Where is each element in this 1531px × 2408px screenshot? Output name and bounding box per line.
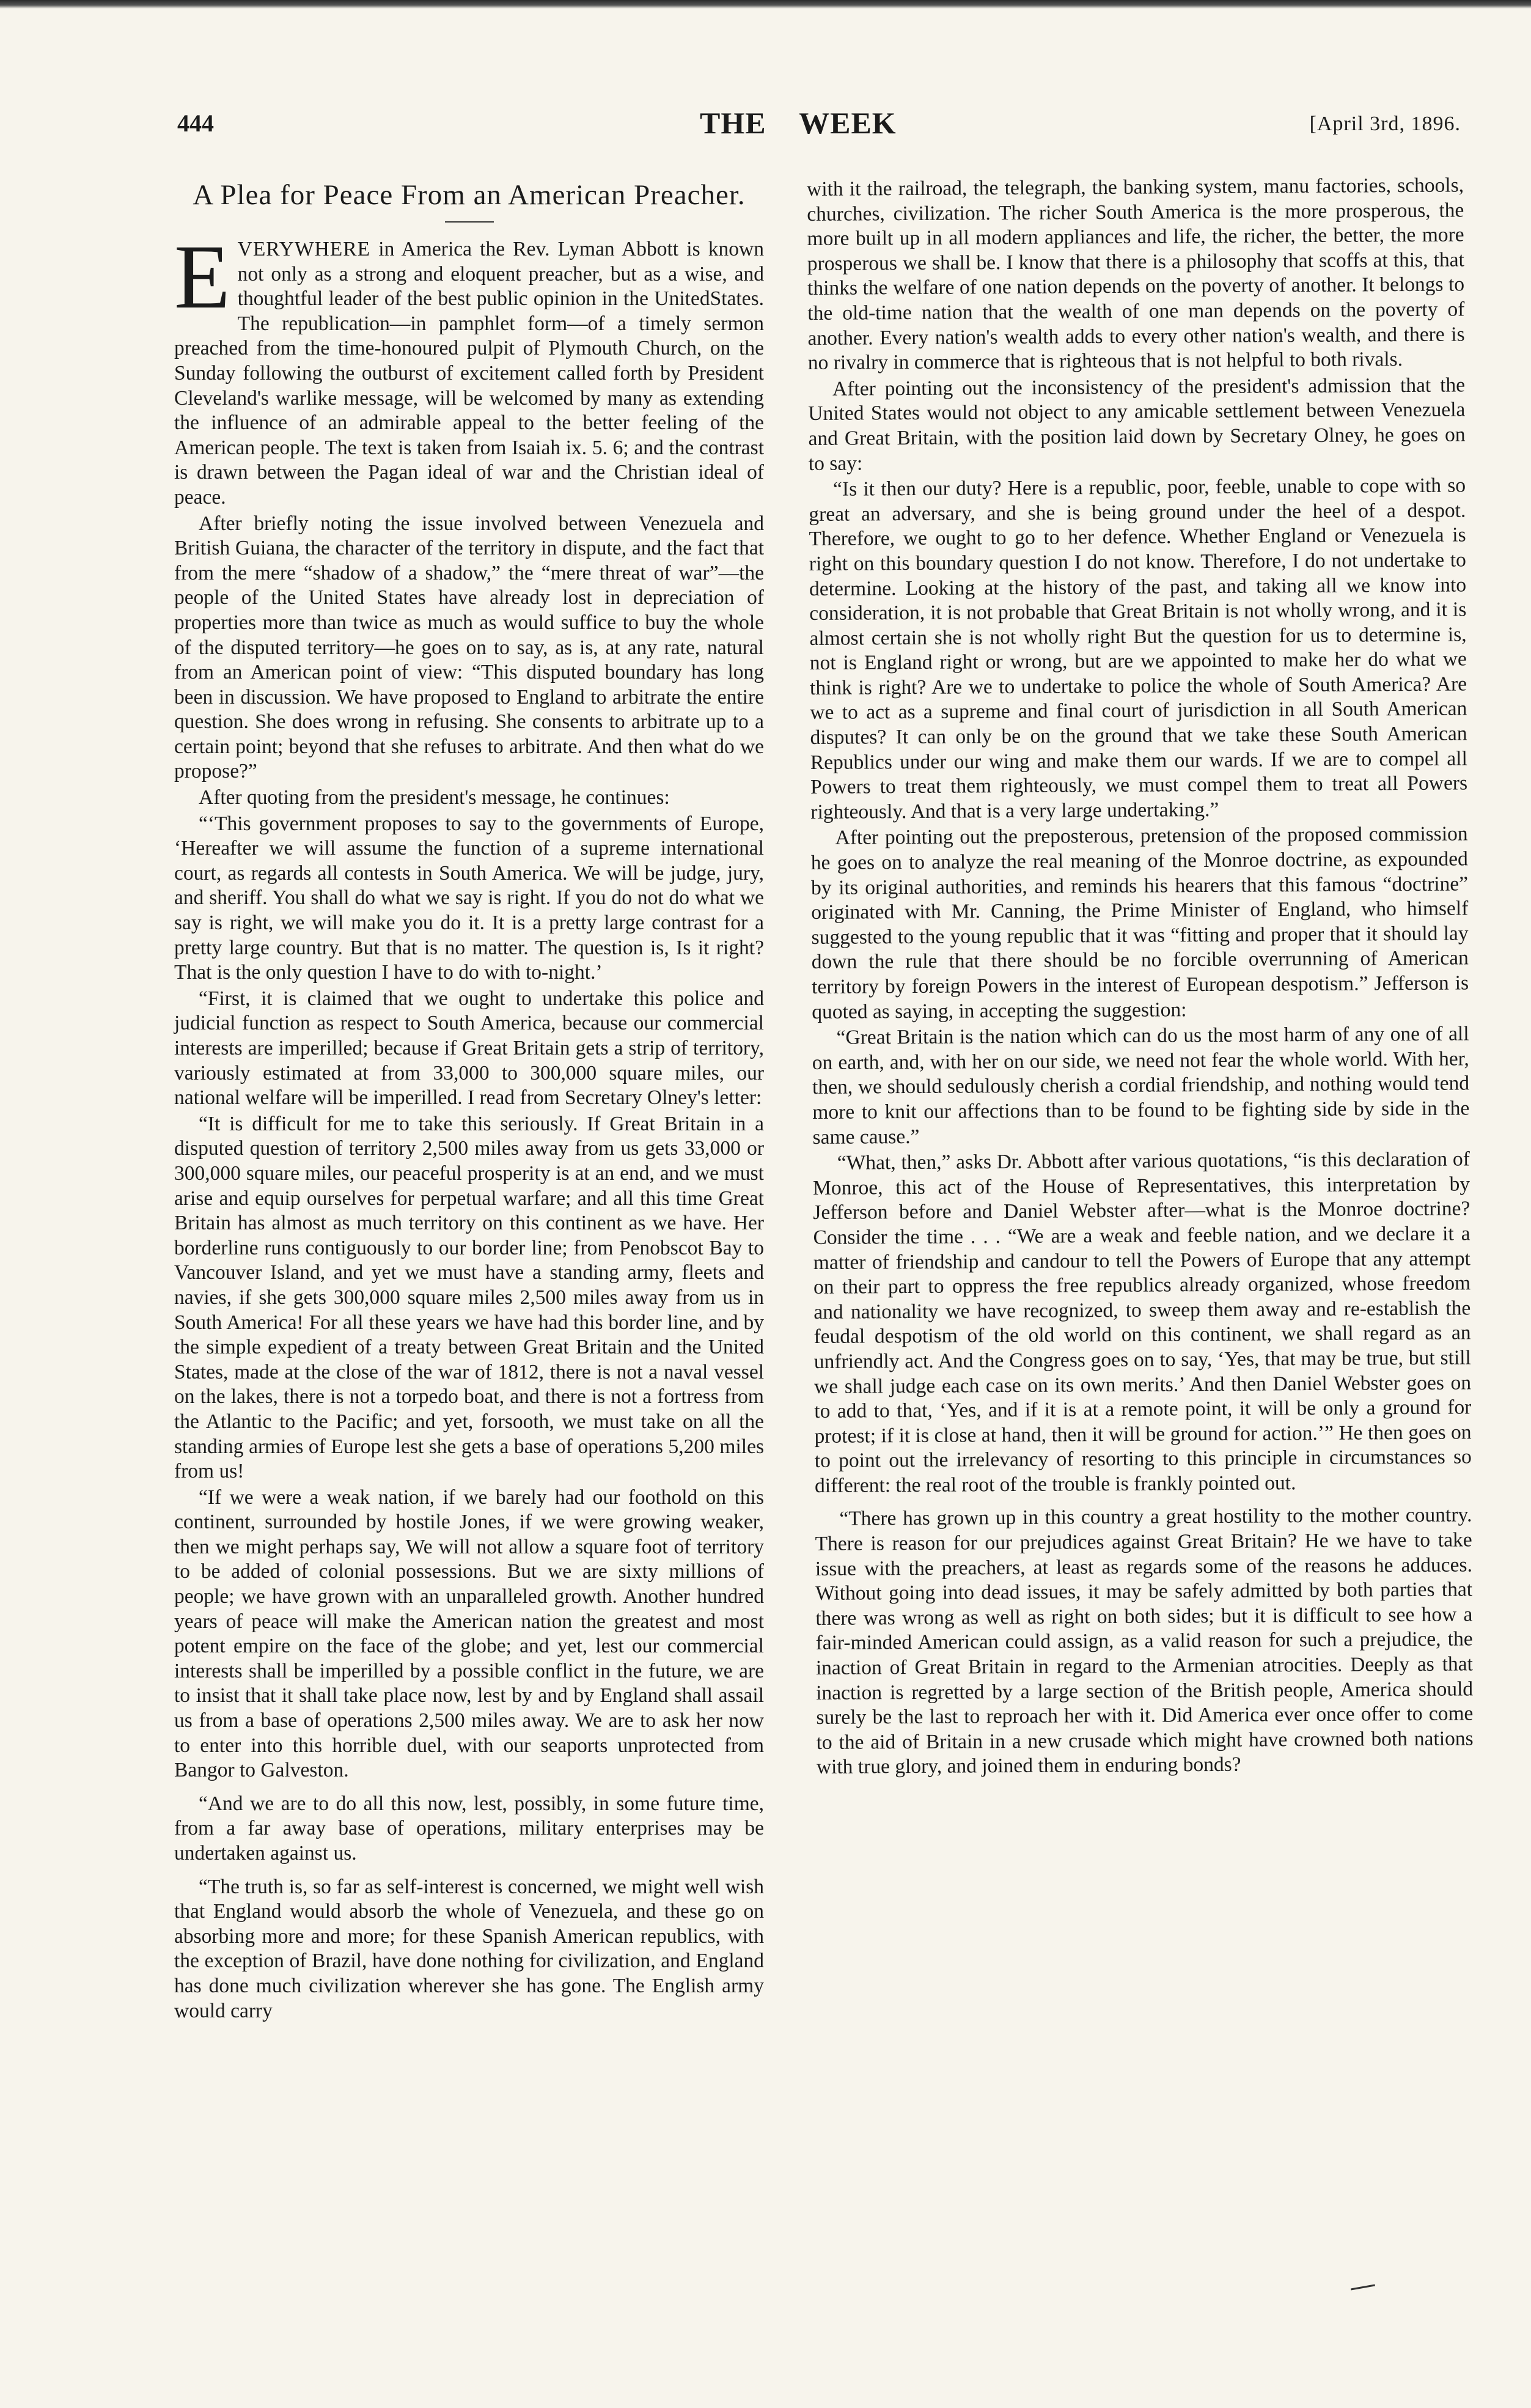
article-paragraph: “There has grown up in this country a great hostility to the mother country. There is reason for our prejudices against Great Britain? He we have to take issue with the preachers, at least as regards some of the reasons he adduces. Without going into dead issues, it may be safely admitted by both parties that there was wrong as well as right on both sides; but it is difficult to see how a fair-minded American could assign, as a valid reason for such a prejudice, the inaction of Great Britain in regard to the Armenian atrocities. Deeply as that inaction is regretted by a large section of the British people, America should surely be the last to reproach her with it. Did America ever once offer to come to the aid of Britain in a new crusade which might have crowned both nations with true glory, and joined them in enduring bonds? bbox=[815, 1503, 1474, 1779]
article-paragraph: After pointing out the preposterous, pretension of the proposed commission he goes on to analyze the real meaning of the Monroe doctrine, as expounded by its original authorities, and reminds his hearers that this famous “doctrine” originated with Mr. Canning, the Prime Minister of England, who himself suggested to the young republic that it was “fitting and proper that it should lay down the rule that there should be no forcible overrunning of American territory by foreign Powers in the interest of European despotism.” Jefferson is quoted as saying, in accepting the suggestion: bbox=[810, 822, 1469, 1023]
title-divider bbox=[445, 221, 494, 223]
page-header bbox=[177, 106, 1461, 152]
article-paragraph: “The truth is, so far as self-interest is concerned, we might well wish that England would absorb the whole of Venezuela, and these go on absorbing more and more; for these Spanish American republics, with the exception of Brazil, have done nothing for civilization, and England has done much civilization wherever she has gone. The English army would carry bbox=[174, 1875, 764, 2022]
article-paragraph: “Great Britain is the nation which can do us the most harm of any one of all on earth, and, with her on our side, we need not fear the whole world. With her, then, we should sedulously cherish a cordial friendship, and nothing would tend more to knit our affections than to be found to be fighting side by side in the same cause.” bbox=[812, 1022, 1470, 1149]
printer-mark bbox=[1351, 2285, 1375, 2291]
article-title: A Plea for Peace From an American Preacher. bbox=[193, 179, 746, 211]
page-number: 444 bbox=[177, 109, 214, 137]
masthead-word-week: WEEK bbox=[799, 106, 897, 140]
masthead-word-the: THE bbox=[700, 106, 766, 140]
article-paragraph: “It is difficult for me to take this seriously. If Great Britain in a disputed question of territory 2,500 miles away from us gets 33,000 or 300,000 square miles, our peaceful prosperity is at an end, and we must arise and equip ourselves for perpetual warfare; and all this time Great Britain has almost as much territory on this continent as we have. Her borderline runs contiguously to our border line; from Penobscot Bay to Vancouver Island, and yet we must have a standing army, fleets and navies, if she gets 300,000 square miles 2,500 miles away from us in South America! For all these years we have had this border line, and by the simple expedient of a treaty between Great Britain and the United States, made at the close of the war of 1812, there is not a naval vessel on the lakes, there is not a torpedo boat, and there is not a fortress from the Atlantic to the Pacific; and yet, forsooth, we must take on all the standing armies of Europe lest she gets a base of operations 5,200 miles from us! bbox=[174, 1112, 764, 1483]
article-paragraph: “‘This government proposes to say to the governments of Europe, ‘Hereafter we will assume the function of a supreme international court, as regards all contests in South America. We will be judge, jury, and sheriff. You shall do what we say is right. If you do not do what we say is right, we will make you do it. It is a pretty large contrast for a pretty large country. But that is no matter. The question is, Is it right? That is the only question I have to do with to-night.’ bbox=[174, 812, 764, 984]
article-paragraph: with it the railroad, the telegraph, the banking system, manu factories, schools, churches, civilization. The richer South America is the more prosperous, the more built up in all modern appliances and life, the richer, the better, the more prosperous we shall be. I know that there is a philosophy that scoffs at this, that thinks the welfare of one nation depends on the poverty of another. It belongs to the old-time nation that the wealth of one man depends on the poverty of another. Every nation's wealth adds to every other nation's wealth, and there is no rivalry in commerce that is righteous that is not helpful to both rivals. bbox=[807, 174, 1465, 375]
top-border-rule bbox=[0, 0, 1531, 9]
lead-caps: VERYWHERE bbox=[237, 238, 371, 260]
article-paragraph: After quoting from the president's message, he continues: bbox=[199, 786, 670, 809]
drop-cap: E bbox=[174, 226, 230, 328]
left-column bbox=[174, 177, 764, 2023]
article-paragraph: After pointing out the inconsistency of the president's admission that the United States would not object to any amicable settlement between Venezuela and Great Britain, with the position laid down by Secretary Olney, he goes on to say: bbox=[808, 374, 1466, 475]
masthead bbox=[700, 105, 897, 141]
article-paragraph: “First, it is claimed that we ought to undertake this police and judicial function as respect to South America, because our commercial interests are imperilled; because if Great Britain gets a strip of territory, variously estimated at from 33,000 to 300,000 square miles, our national welfare will be imperilled. I read from Secretary Olney's letter: bbox=[174, 987, 764, 1110]
paragraph-text: in America the Rev. Lyman Abbott is known not only as a strong and eloquent preacher, but as a wise, and thoughtful leader of the best public opinion in the UnitedStates. The republication—in pamphlet form—of a timely sermon preached from the time-honoured pulpit of Plymouth Church, on the Sunday following the outburst of excitement called forth by President Cleveland's warlike message, will be welcomed by many as extending the influence of an admirable appeal to the better feeling of the American people. The text is taken from Isaiah ix. 5. 6; and the contrast is drawn between the Pagan ideal of war and the Christian ideal of peace. bbox=[174, 238, 764, 509]
article-paragraph: After briefly noting the issue involved between Venezuela and British Guiana, the character of the territory in dispute, and the fact that from the mere “shadow of a shadow,” the “mere threat of war”—the people of the United States have already lost in depreciation of properties more than twice as much as would suffice to buy the whole of the disputed territory—he goes on to say, as is, at any rate, natural from an American point of view: “This disputed boundary has long been in discussion. We have proposed to England to arbitrate the entire question. She does wrong in refusing. She consents to arbitrate up to a certain point; beyond that she refuses to arbitrate. And then what do we propose?” bbox=[174, 512, 764, 783]
article-paragraph: “If we were a weak nation, if we barely had our foothold on this continent, surrounded by hostile Jones, if we were growing weaker, then we might perhaps say, We will not allow a square foot of territory to be added of colonial possessions. But we are sixty millions of people; we have grown with an unparalleled growth. Another hundred years of peace will make the American nation the greatest and most potent empire on the face of the globe; and yet, lest our commercial interests shall be imperilled by a possible conflict in the future, we are to insist that it shall take place now, lest by and by England shall assail us from a base of operations 2,500 miles away. We are to ask her now to enter into this horrible duel, with our seaports unprotected from Bangor to Galveston. bbox=[174, 1486, 764, 1782]
article-paragraph: “And we are to do all this now, lest, possibly, in some future time, from a far away base of operations, military enterprises may be undertaken against us. bbox=[174, 1792, 764, 1865]
article-paragraph: “Is it then our duty? Here is a republic, poor, feeble, unable to cope with so great an adversary, and she is being ground under the heel of a despot. Therefore, we ought to go to her defence. Whether England or Venezuela is right on this boundary question I do not know. Therefore, I do not undertake to determine. Looking at the history of the past, and taking all we know into consideration, it is not probable that Great Britain is not wholly wrong, and it is almost certain she is not wholly right But the question for us to determine is, not is England right or wrong, but are we appointed to make her do what we think is right? Are we to undertake to police the whole of South America? Are we to act as a supreme and final court of jurisdiction in all South American disputes? It can only be on the ground that we take these South American Republics under our wing and make them our wards. If we are to compel all Powers to treat them righteously, we must compel them to treat all Powers righteously. And that is a very large undertaking.” bbox=[809, 474, 1468, 823]
right-column bbox=[807, 173, 1474, 1780]
issue-date: [April 3rd, 1896. bbox=[1309, 112, 1461, 135]
article-paragraph bbox=[174, 226, 764, 510]
article-paragraph: “What, then,” asks Dr. Abbott after various quotations, “is this declaration of Monroe, this act of the House of Representatives, this interpretation by Jefferson before and Daniel Webster after—what is the Monroe doctrine? Consider the time . . . “We are a weak and feeble nation, and we declare it a matter of friendship and candour to tell the Powers of Europe that any attempt on their part to oppress the free republics already organized, whose freedom and nationality we have recognized, to sweep them away and re-establish the feudal despotism of the old world on this continent, we shall regard as an unfriendly act. And the Congress goes on to say, ‘Yes, that may be true, but still we shall judge each case on its own merits.’ And then Daniel Webster goes on to add to that, ‘Yes, and if it is at a remote point, it will be only a ground for protest; if it is close at hand, then it will be ground for action.’” He then goes on to point out the irrelevancy of resorting to this principle in circumstances so different: the real root of the trouble is frankly pointed out. bbox=[812, 1147, 1472, 1497]
